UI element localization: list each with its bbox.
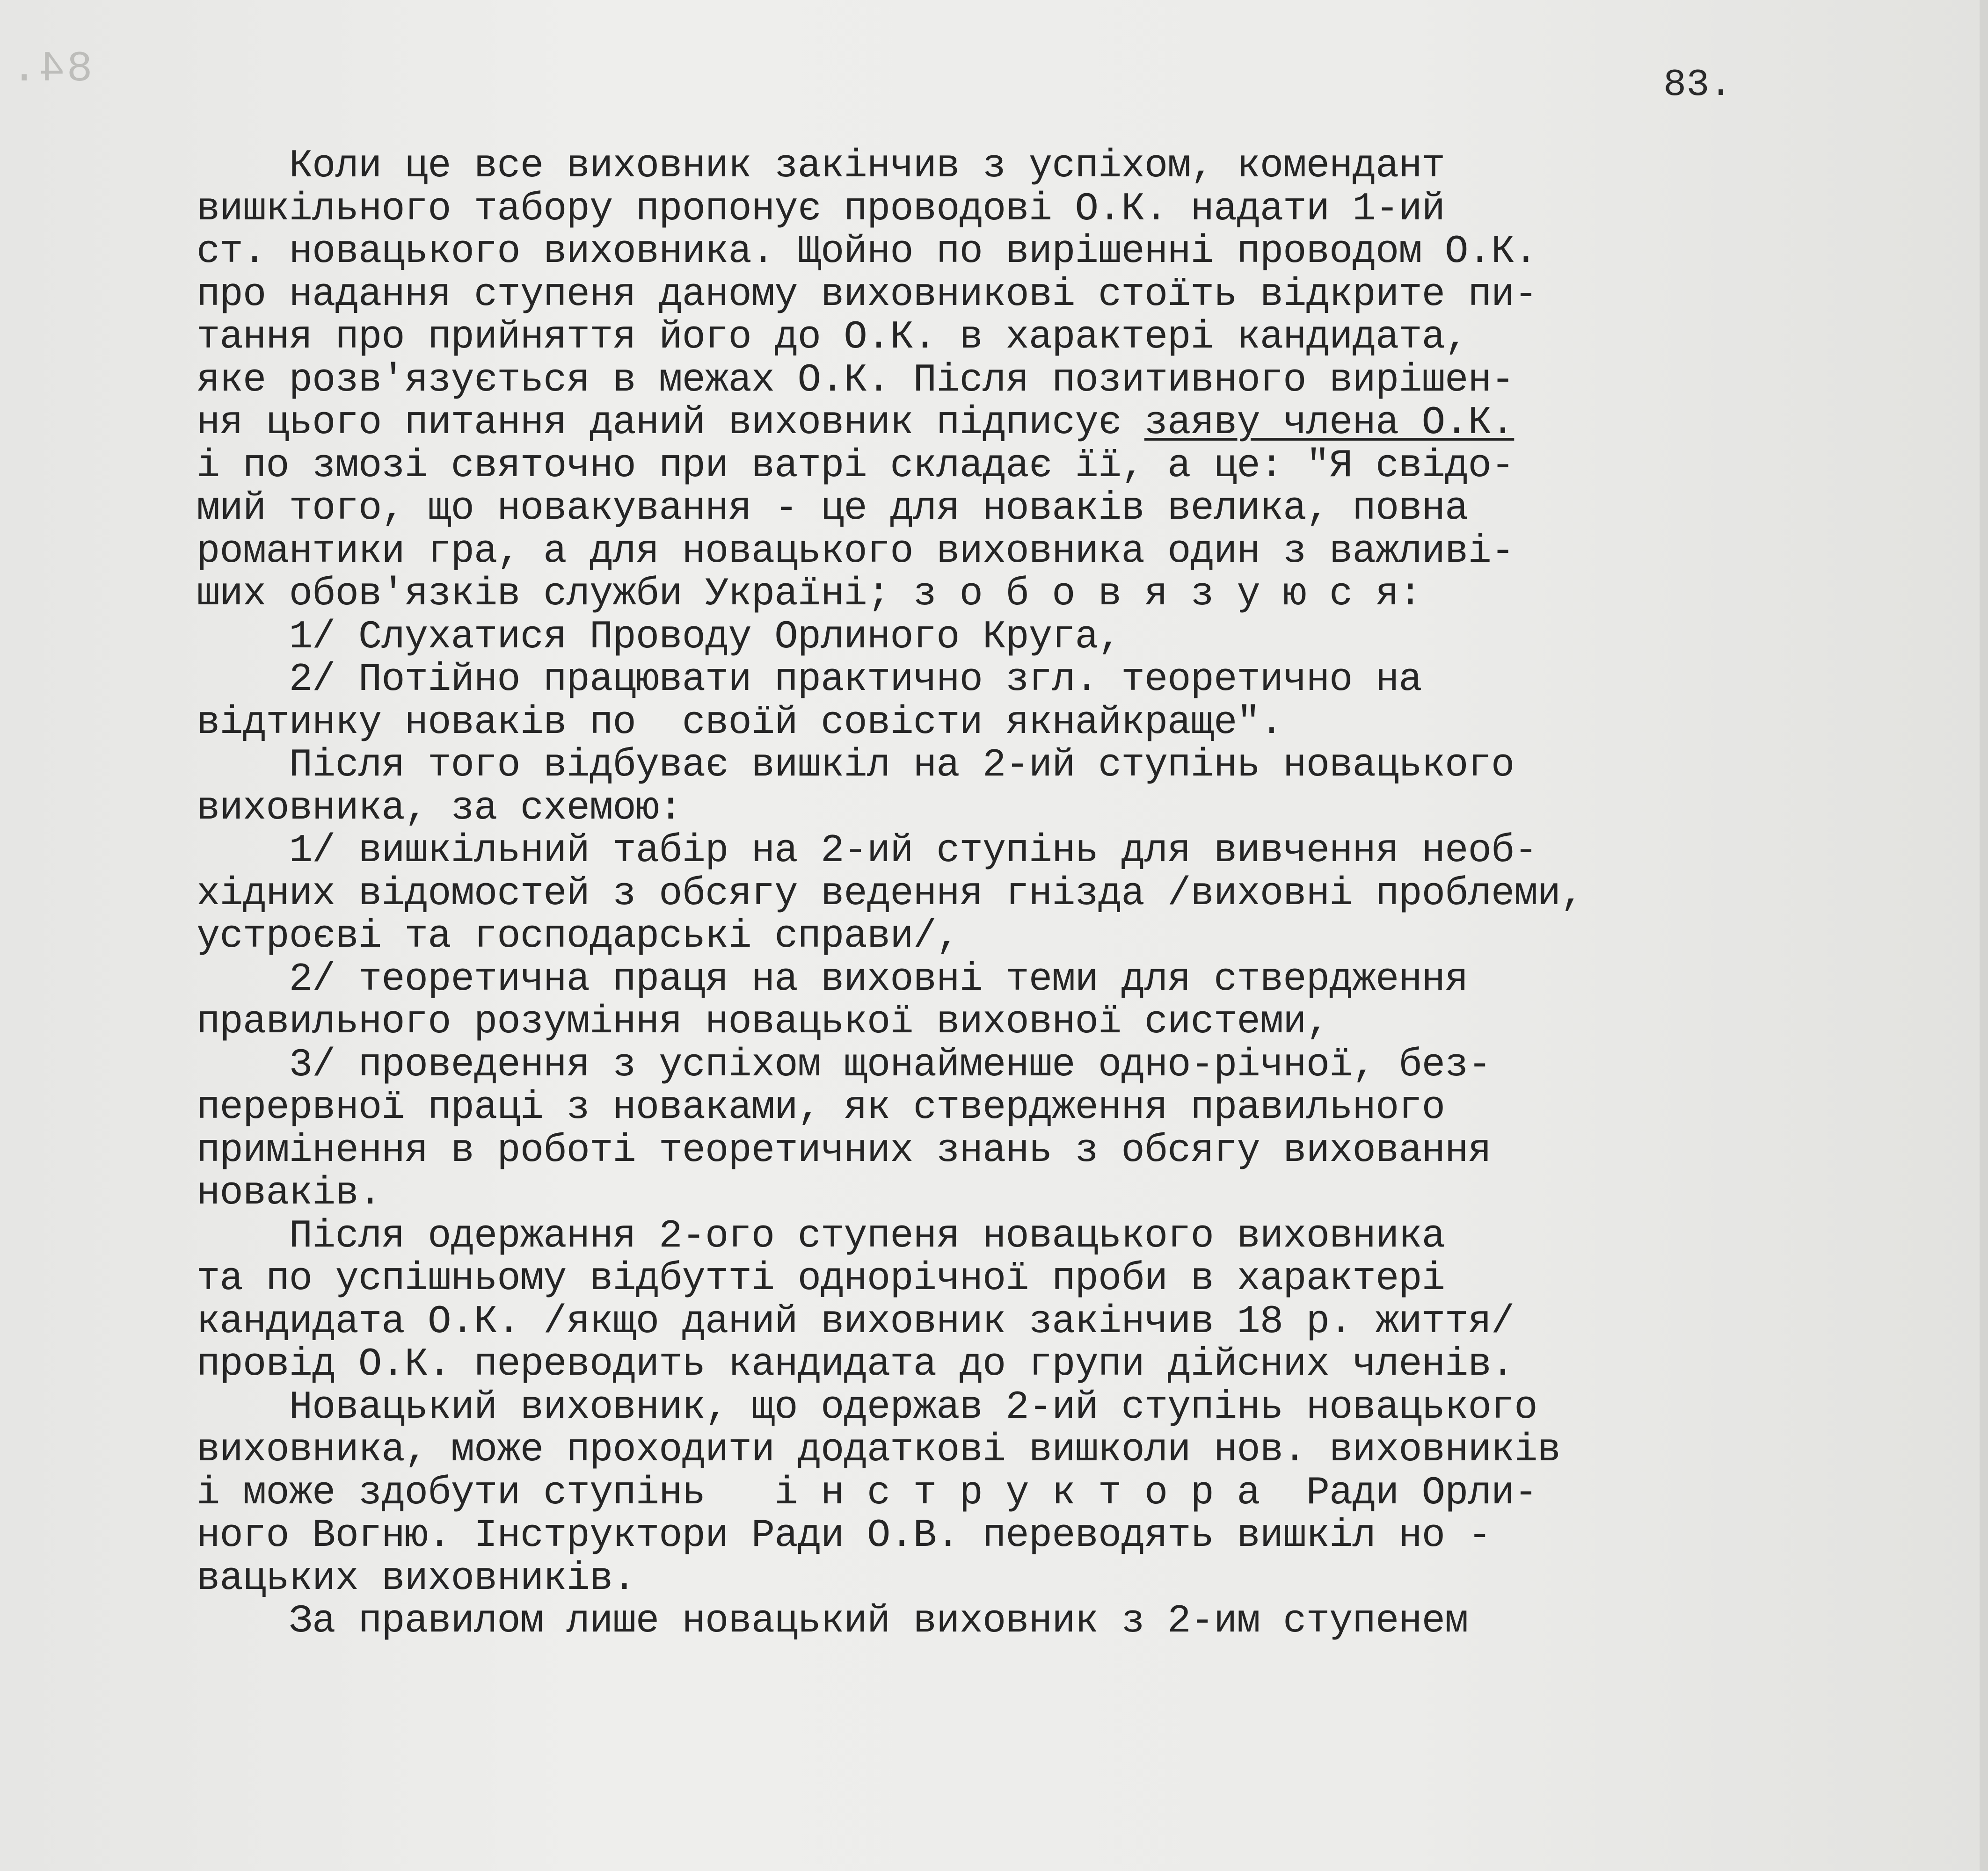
text-line: про надання ступеня даному виховникові стоїть відкрите пи- xyxy=(197,273,1537,316)
text-line: устроєві та господарські справи/, xyxy=(197,915,960,958)
text-line: яке розв'язується в межах О.К. Після позитивного вирішен- xyxy=(197,359,1515,402)
text-line: вишкільного табору пропонує проводові О.К. надати 1-ий xyxy=(197,188,1445,231)
text-line: і може здобути ступінь і н с т р у к т о р а Ради Орли- xyxy=(197,1472,1537,1515)
text-line: Після одержання 2-ого ступеня новацького виховника xyxy=(197,1215,1445,1258)
text-line: новаків. xyxy=(197,1172,382,1215)
text-line: та по успішньому відбутті однорічної проби в характері xyxy=(197,1258,1445,1301)
text-line: Після того відбуває вишкіл на 2-ий ступінь новацького xyxy=(197,744,1515,787)
text-line: 2/ теоретична праця на виховні теми для ствердження xyxy=(197,958,1468,1001)
previous-page-number: 84. xyxy=(9,44,93,94)
body-text xyxy=(197,145,1797,1643)
text-line: перервної праці з новаками, як ствердження правильного xyxy=(197,1087,1445,1130)
text-line: відтинку новаків по своїй совісти якнайкраще". xyxy=(197,701,1283,744)
text-line: вацьких виховників. xyxy=(197,1557,636,1600)
text-line: ших обов'язків служби Україні; з о б о в я з у ю с я: xyxy=(197,573,1422,616)
text-line: примінення в роботі теоретичних знань з обсягу виховання xyxy=(197,1129,1491,1172)
underlined-phrase: заяву члена О.К. xyxy=(1144,402,1515,445)
text-line: ст. новацького виховника. Щойно по вирішенні проводом О.К. xyxy=(197,231,1537,274)
page-edge xyxy=(1980,0,1988,1871)
text-line: романтики гра, а для новацького виховника один з важливі- xyxy=(197,530,1515,573)
text-line: кандидата О.К. /якщо даний виховник закінчив 18 р. життя/ xyxy=(197,1300,1515,1343)
text-line: 1/ Слухатися Проводу Орлиного Круга, xyxy=(197,616,1121,659)
text-line: і по змозі святочно при ватрі складає її, а це: "Я свідо- xyxy=(197,444,1515,487)
text-line: ного Вогню. Інструктори Ради О.В. переводять вишкіл но - xyxy=(197,1515,1491,1558)
text-line: 2/ Потійно працювати практично згл. теоретично на xyxy=(197,659,1422,702)
text-line: За правилом лише новацький виховник з 2-им ступенем xyxy=(197,1600,1468,1643)
text-line: хідних відомостей з обсягу ведення гнізда /виховні проблеми, xyxy=(197,872,1584,915)
text-line: тання про прийняття його до О.К. в характері кандидата, xyxy=(197,316,1468,359)
text-line: Новацький виховник, що одержав 2-ий ступінь новацького xyxy=(197,1386,1537,1429)
page-number: 83. xyxy=(1663,63,1733,107)
text-line: 1/ вишкільний табір на 2-ий ступінь для вивчення необ- xyxy=(197,830,1537,873)
text-line: виховника, за схемою: xyxy=(197,787,682,830)
text-line xyxy=(197,402,1797,445)
text-line: 3/ проведення з успіхом щонайменше одно-річної, без- xyxy=(197,1044,1491,1087)
text-line: виховника, може проходити додаткові вишколи нов. виховників xyxy=(197,1429,1561,1472)
text-line: правильного розуміння новацької виховної системи, xyxy=(197,1001,1330,1044)
text-line: мий того, що новакування - це для новаків велика, повна xyxy=(197,487,1468,530)
text-line-start: ня цього питання даний виховник підписує xyxy=(197,402,1144,445)
text-line: Коли це все виховник закінчив з успіхом, комендант xyxy=(197,145,1445,188)
text-line: провід О.К. переводить кандидата до групи дійсних членів. xyxy=(197,1343,1515,1386)
